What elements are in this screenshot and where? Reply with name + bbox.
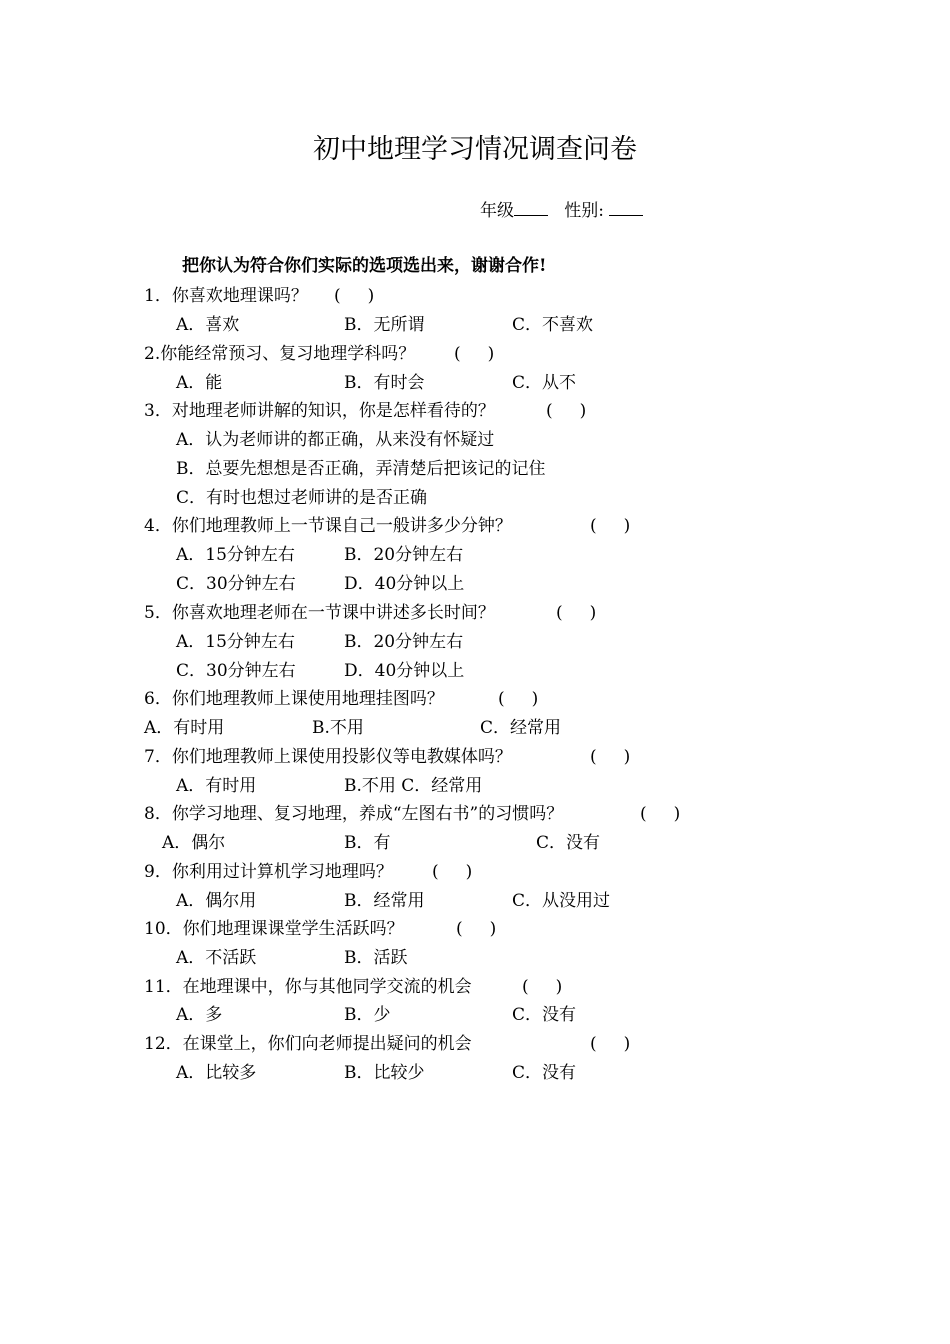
q4-option-c[interactable]: C．30分钟左右 (176, 574, 296, 594)
q11-option-c[interactable]: C．没有 (512, 1005, 577, 1025)
q12-option-a[interactable]: A．比较多 (176, 1063, 257, 1083)
q1-option-c[interactable]: C．不喜欢 (512, 315, 594, 335)
q4-option-a[interactable]: A．15分钟左右 (176, 545, 295, 565)
q5-option-c[interactable]: C．30分钟左右 (176, 661, 296, 681)
q8-option-b[interactable]: B．有 (344, 833, 391, 853)
q9-option-a[interactable]: A．偶尔用 (176, 891, 257, 911)
q11-option-a[interactable]: A．多 (176, 1005, 223, 1025)
q10-option-b[interactable]: B．活跃 (344, 948, 408, 968)
question-6: 6．你们地理教师上课使用地理挂图吗？ (144, 689, 444, 709)
gender-blank[interactable] (609, 199, 643, 216)
page-title: 初中地理学习情况调查问卷 (313, 134, 637, 165)
q12-option-c[interactable]: C．没有 (512, 1063, 577, 1083)
question-10: 10．你们地理课课堂学生活跃吗？ (144, 919, 404, 939)
q5-option-d[interactable]: D．40分钟以上 (344, 661, 465, 681)
question-11: 11．在地理课中，你与其他同学交流的机会 (144, 977, 472, 997)
q3-option-c[interactable]: C．有时也想过老师讲的是否正确 (176, 488, 428, 508)
q12-option-b[interactable]: B．比较少 (344, 1063, 425, 1083)
question-1: 1．你喜欢地理课吗？ (144, 286, 308, 306)
q9-option-b[interactable]: B．经常用 (344, 891, 425, 911)
answer-paren-3[interactable]: ( ) (546, 401, 587, 421)
grade-blank[interactable] (514, 199, 548, 216)
q6-option-c[interactable]: C．经常用 (480, 718, 562, 738)
question-9: 9．你利用过计算机学习地理吗？ (144, 862, 393, 882)
answer-paren-12[interactable]: ( ) (590, 1034, 631, 1054)
q10-option-a[interactable]: A．不活跃 (176, 948, 257, 968)
question-3: 3．对地理老师讲解的知识，你是怎样看待的？ (144, 401, 495, 421)
answer-paren-5[interactable]: ( ) (556, 603, 597, 623)
answer-paren-9[interactable]: ( ) (432, 862, 473, 882)
q1-option-b[interactable]: B．无所谓 (344, 315, 425, 335)
gender-label: 性别: (564, 201, 604, 221)
q4-option-b[interactable]: B．20分钟左右 (344, 545, 464, 565)
q3-option-b[interactable]: B．总要先想想是否正确，弄清楚后把该记的记住 (176, 459, 546, 479)
answer-paren-10[interactable]: ( ) (456, 919, 497, 939)
question-7: 7．你们地理教师上课使用投影仪等电教媒体吗？ (144, 747, 512, 767)
answer-paren-4[interactable]: ( ) (590, 516, 631, 536)
grade-gender-fields (480, 198, 643, 224)
q6-option-a[interactable]: A．有时用 (144, 718, 225, 738)
question-4: 4．你们地理教师上一节课自己一般讲多少分钟？ (144, 516, 512, 536)
answer-paren-1[interactable]: ( ) (334, 286, 375, 306)
q11-option-b[interactable]: B．少 (344, 1005, 391, 1025)
answer-paren-7[interactable]: ( ) (590, 747, 631, 767)
q1-option-a[interactable]: A．喜欢 (176, 315, 240, 335)
q4-option-d[interactable]: D．40分钟以上 (344, 574, 465, 594)
question-5: 5．你喜欢地理老师在一节课中讲述多长时间？ (144, 603, 495, 623)
q8-option-c[interactable]: C．没有 (536, 833, 601, 853)
q8-option-a[interactable]: A．偶尔 (162, 833, 226, 853)
q5-option-b[interactable]: B．20分钟左右 (344, 632, 464, 652)
q2-option-b[interactable]: B．有时会 (344, 373, 425, 393)
instruction-text: 把你认为符合你们实际的选项选出来，谢谢合作! (182, 256, 547, 276)
q6-option-b[interactable]: B.不用 (312, 718, 364, 738)
q3-option-a[interactable]: A．认为老师讲的都正确，从来没有怀疑过 (176, 430, 495, 450)
q9-option-c[interactable]: C．从没用过 (512, 891, 611, 911)
answer-paren-6[interactable]: ( ) (498, 689, 539, 709)
q5-option-a[interactable]: A．15分钟左右 (176, 632, 295, 652)
q7-option-a[interactable]: A．有时用 (176, 776, 257, 796)
answer-paren-11[interactable]: ( ) (522, 977, 563, 997)
grade-label: 年级 (480, 201, 514, 221)
q2-option-c[interactable]: C．从不 (512, 373, 577, 393)
q7-option-bc[interactable]: B.不用 C．经常用 (344, 776, 483, 796)
answer-paren-2[interactable]: ( ) (454, 344, 495, 364)
answer-paren-8[interactable]: ( ) (640, 804, 681, 824)
question-12: 12．在课堂上，你们向老师提出疑问的机会 (144, 1034, 472, 1054)
q2-option-a[interactable]: A．能 (176, 373, 223, 393)
question-2: 2.你能经常预习、复习地理学科吗？ (144, 344, 416, 364)
question-8: 8．你学习地理、复习地理，养成“左图右书”的习惯吗？ (144, 804, 564, 824)
